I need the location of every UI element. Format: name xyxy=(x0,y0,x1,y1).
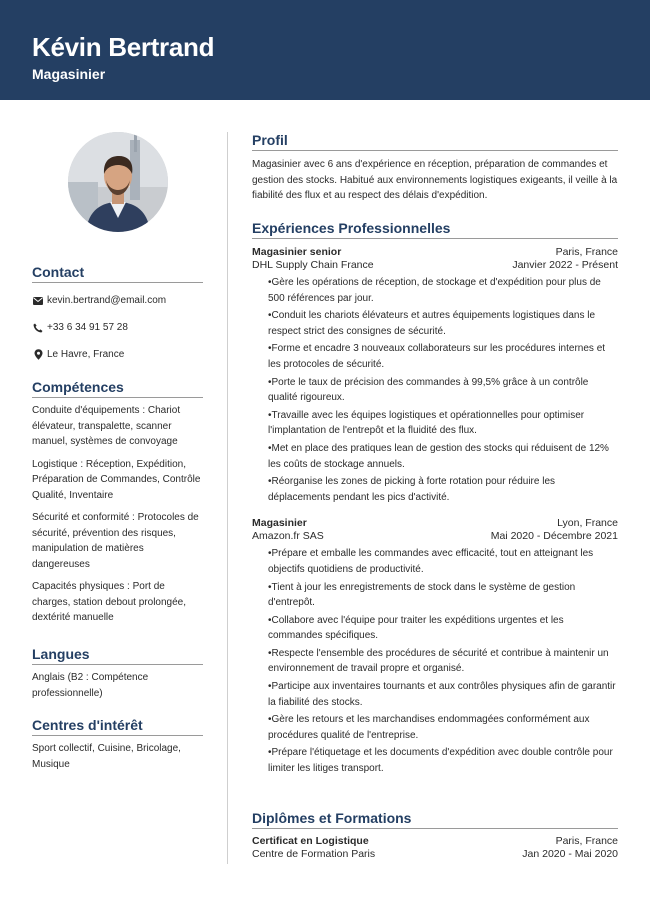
job-bullets xyxy=(252,275,618,505)
education-degree: Certificat en Logistique xyxy=(252,835,369,847)
languages-text: Anglais (B2 : Compétence professionnelle) xyxy=(32,672,149,699)
education-subheader xyxy=(252,848,618,860)
job-header xyxy=(252,517,618,529)
job-bullet: • Gère les opérations de réception, de stockage et d'expédition pour plus de 500 références par jour. xyxy=(268,275,618,306)
skills-section xyxy=(32,379,203,626)
interests-section xyxy=(32,717,203,772)
experience-heading: Expériences Professionnelles xyxy=(252,220,618,239)
skill-item: Sécurité et conformité : Protocoles de sécurité, prévention des risques, manipulation de matières dangereuses xyxy=(32,512,199,570)
location-text: Le Havre, France xyxy=(47,349,125,360)
languages-heading: Langues xyxy=(32,646,203,665)
map-pin-icon xyxy=(32,349,44,361)
job-bullet: • Forme et encadre 3 nouveaux collaborateurs sur les procédures internes et les protocoles de sécurité. xyxy=(268,341,618,372)
job-location: Lyon, France xyxy=(557,517,618,530)
job-bullet: • Respecte l'ensemble des procédures de sécurité et contribue à maintenir un environnement de travail propre et organisé. xyxy=(268,646,618,677)
job-bullet: • Réorganise les zones de picking à forte rotation pour réduire les déplacements pendant les pics d'activité. xyxy=(268,474,618,505)
skill-item: Capacités physiques : Port de charges, station debout prolongée, dextérité manuelle xyxy=(32,581,186,623)
phone-icon xyxy=(32,322,44,334)
job-header xyxy=(252,246,618,258)
profile-heading: Profil xyxy=(252,132,618,151)
skills-heading: Compétences xyxy=(32,379,203,398)
job-subheader xyxy=(252,530,618,542)
job-role: Magasinier senior xyxy=(252,246,342,258)
education-location: Paris, France xyxy=(555,835,618,847)
contact-location xyxy=(32,341,203,368)
job-bullet: • Prépare l'étiquetage et les documents d'expédition avec double contrôle pour limiter les litiges transport. xyxy=(268,745,618,776)
education-header xyxy=(252,835,618,847)
contact-heading: Contact xyxy=(32,264,203,283)
contact-phone xyxy=(32,314,203,341)
job-bullet: • Met en place des pratiques lean de gestion des stocks qui réduisent de 12% les coûts de stockage annuels. xyxy=(268,441,618,472)
profile-section xyxy=(252,132,618,204)
contact-section xyxy=(32,264,203,368)
candidate-name: Kévin Bertrand xyxy=(32,32,215,62)
job-entry xyxy=(252,517,618,776)
job-entry xyxy=(252,246,618,505)
job-role: Magasinier xyxy=(252,517,307,530)
interests-heading: Centres d'intérêt xyxy=(32,717,203,736)
profile-text: Magasinier avec 6 ans d'expérience en réception, préparation de commandes et gestion des stocks. Habitué aux environnements logistiques exigeants, il veille à la fiabilité des flux et au respect des délais d'expédition. xyxy=(252,159,618,201)
phone-text[interactable]: +33 6 34 91 57 28 xyxy=(47,322,128,333)
column-divider xyxy=(227,132,228,864)
job-bullet: • Prépare et emballe les commandes avec efficacité, tout en atteignant les objectifs quotidiens de productivité. xyxy=(268,546,618,577)
job-dates: Janvier 2022 - Présent xyxy=(512,259,618,271)
education-section xyxy=(252,810,618,860)
contact-email xyxy=(32,287,203,314)
profile-photo xyxy=(68,132,168,232)
skill-item: Conduite d'équipements : Chariot élévateur, transpalette, scanner manuel, systèmes de convoyage xyxy=(32,405,181,447)
job-bullet: • Travaille avec les équipes logistiques et opérationnelles pour optimiser l'implantation de l'entrepôt et la fluidité des flux. xyxy=(268,408,618,439)
job-bullet: • Tient à jour les enregistrements de stock dans le système de gestion d'entrepôt. xyxy=(268,580,618,611)
education-dates: Jan 2020 - Mai 2020 xyxy=(522,848,618,860)
skill-item: Logistique : Réception, Expédition, Préparation de Commandes, Contrôle Qualité, Inventaire xyxy=(32,458,201,501)
job-bullet: • Gère les retours et les marchandises endommagées conformément aux procédures qualité de l'entreprise. xyxy=(268,712,618,743)
job-location: Paris, France xyxy=(555,246,618,258)
job-bullet: • Conduit les chariots élévateurs et autres équipements logistiques dans le respect strict des consignes de sécurité. xyxy=(268,308,618,339)
job-bullets xyxy=(252,546,618,776)
header-banner xyxy=(0,0,650,100)
job-bullet: • Porte le taux de précision des commandes à 99,5% grâce à un contrôle qualité rigoureux. xyxy=(268,375,618,406)
education-entry xyxy=(252,835,618,860)
job-subheader xyxy=(252,259,618,271)
interests-text: Sport collectif, Cuisine, Bricolage, Musique xyxy=(32,743,181,770)
job-dates: Mai 2020 - Décembre 2021 xyxy=(490,530,618,543)
job-company: DHL Supply Chain France xyxy=(252,259,374,271)
experience-section xyxy=(252,220,618,779)
email-text[interactable]: kevin.bertrand@email.com xyxy=(47,295,167,306)
envelope-icon xyxy=(32,295,44,307)
education-school: Centre de Formation Paris xyxy=(252,848,376,860)
job-bullet: • Participe aux inventaires tournants et aux contrôles physiques afin de garantir la fiabilité des stocks. xyxy=(268,679,618,710)
education-heading: Diplômes et Formations xyxy=(252,810,618,829)
job-company: Amazon.fr SAS xyxy=(252,530,324,543)
job-title: Magasinier xyxy=(32,66,106,82)
job-bullet: • Collabore avec l'équipe pour traiter les expéditions urgentes et les commandes spécifiques. xyxy=(268,613,618,644)
languages-section xyxy=(32,646,203,701)
